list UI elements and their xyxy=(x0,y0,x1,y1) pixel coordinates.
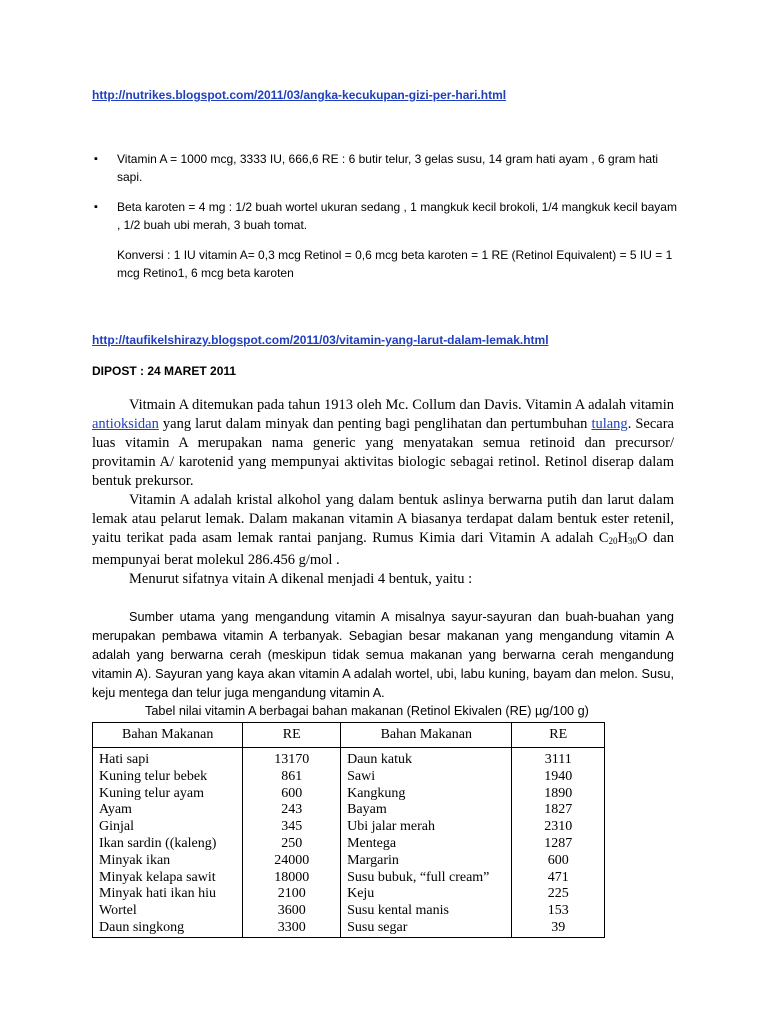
post-date: DIPOST : 24 MARET 2011 xyxy=(92,364,237,378)
cell-bahan: Kuning telur ayam xyxy=(93,786,243,803)
vitamin-a-table xyxy=(92,722,605,938)
bullet-item-beta-karoten xyxy=(92,198,682,234)
cell-bahan: Daun singkong xyxy=(93,920,243,937)
cell-bahan: Minyak kelapa sawit xyxy=(93,870,243,887)
table-row xyxy=(93,903,605,920)
table-row xyxy=(93,769,605,786)
cell-bahan: Susu segar xyxy=(341,920,512,937)
article-body xyxy=(92,396,674,589)
cell-re: 861 xyxy=(243,769,341,786)
cell-re: 225 xyxy=(512,886,605,903)
cell-re: 2100 xyxy=(243,886,341,903)
cell-bahan: Ikan sardin ((kaleng) xyxy=(93,836,243,853)
cell-bahan: Ginjal xyxy=(93,819,243,836)
cell-bahan: Susu bubuk, “full cream” xyxy=(341,870,512,887)
bullet-list xyxy=(92,150,682,282)
cell-re: 3300 xyxy=(243,920,341,937)
cell-re: 18000 xyxy=(243,870,341,887)
table-row xyxy=(93,920,605,937)
table-row xyxy=(93,870,605,887)
bullet-square-icon: ▪ xyxy=(94,153,98,165)
cell-re: 1940 xyxy=(512,769,605,786)
article-paragraph-1: Vitmain A ditemukan pada tahun 1913 oleh Mc. Collum dan Davis. Vitamin A adalah vitamin antioksidan yang larut dalam minyak dan penting bagi penglihatan dan pertumbuhan tulang. Secara luas vitamin A merupakan nama generic yang menyatakan semua retinoid dan precursor/ provitamin A/ karotenid yang mempunyai aktivitas biologic sebagai retinol. Retinol diserap dalam bentuk prekursor. xyxy=(92,397,674,489)
sumber-paragraph: Sumber utama yang mengandung vitamin A misalnya sayur-sayuran dan buah-buahan yang merupakan pembawa vitamin A terbanyak. Sebagian besar makanan yang mengandung vitamin A adalah yang berwarna cerah (meskipun tidak semua makanan yang berwarna cerah mengandung vitamin A). Sayuran yang kaya akan vitamin A adalah wortel, ubi, labu kuning, bayam dan melon. Susu, keju mentega dan telur juga mengandung vitamin A. xyxy=(92,610,674,700)
cell-re: 13170 xyxy=(243,748,341,769)
tulang-link[interactable]: tulang xyxy=(591,416,628,432)
cell-bahan: Minyak hati ikan hiu xyxy=(93,886,243,903)
article-paragraph-2: Vitamin A adalah kristal alkohol yang dalam bentuk aslinya berwarna putih dan larut dalam lemak atau pelarut lemak. Dalam makanan vitamin A biasanya terdapat dalam bentuk ester retenil, yaitu terikat pada asam lemak rantai panjang. Rumus Kimia dari Vitamin A adalah $C_{20}H_{30}O$ dan mempunyai berat molekul 286.456 g/mol . xyxy=(92,492,674,568)
table-caption: Tabel nilai vitamin A berbagai bahan makanan (Retinol Ekivalen (RE) µg/100 g) xyxy=(145,704,589,718)
table-row xyxy=(93,748,605,769)
cell-bahan: Keju xyxy=(341,886,512,903)
cell-bahan: Kangkung xyxy=(341,786,512,803)
cell-re: 243 xyxy=(243,802,341,819)
cell-bahan: Hati sapi xyxy=(93,748,243,769)
cell-re: 2310 xyxy=(512,819,605,836)
table-row xyxy=(93,853,605,870)
bullet-item-vitamin-a xyxy=(92,150,682,186)
bullet-text: Beta karoten = 4 mg : 1/2 buah wortel ukuran sedang , 1 mangkuk kecil brokoli, 1/4 mangkuk kecil bayam , 1/2 buah ubi merah, 3 buah tomat. xyxy=(117,200,677,232)
cell-re: 250 xyxy=(243,836,341,853)
cell-bahan: Ayam xyxy=(93,802,243,819)
header-bahan-makanan: Bahan Makanan xyxy=(341,723,512,748)
cell-bahan: Margarin xyxy=(341,853,512,870)
taufikelshirazy-link[interactable]: http://taufikelshirazy.blogspot.com/2011/03/vitamin-yang-larut-dalam-lemak.html xyxy=(92,333,549,347)
cell-bahan: Sawi xyxy=(341,769,512,786)
cell-re: 3600 xyxy=(243,903,341,920)
cell-re: 153 xyxy=(512,903,605,920)
cell-re: 471 xyxy=(512,870,605,887)
table-row xyxy=(93,836,605,853)
header-re: RE xyxy=(243,723,341,748)
cell-re: 600 xyxy=(512,853,605,870)
cell-re: 1827 xyxy=(512,802,605,819)
antioksidan-link[interactable]: antioksidan xyxy=(92,416,159,432)
cell-bahan: Susu kental manis xyxy=(341,903,512,920)
cell-re: 24000 xyxy=(243,853,341,870)
cell-re: 3111 xyxy=(512,748,605,769)
table-header-row xyxy=(93,723,605,748)
bullet-text: Vitamin A = 1000 mcg, 3333 IU, 666,6 RE : 6 butir telur, 3 gelas susu, 14 gram hati ayam , 6 gram hati sapi. xyxy=(117,152,659,184)
nutrikes-link[interactable]: http://nutrikes.blogspot.com/2011/03/angka-kecukupan-gizi-per-hari.html xyxy=(92,88,507,102)
cell-re: 39 xyxy=(512,920,605,937)
table-row xyxy=(93,802,605,819)
cell-bahan: Bayam xyxy=(341,802,512,819)
table-row xyxy=(93,886,605,903)
header-bahan-makanan: Bahan Makanan xyxy=(93,723,243,748)
cell-bahan: Wortel xyxy=(93,903,243,920)
cell-bahan: Ubi jalar merah xyxy=(341,819,512,836)
cell-re: 600 xyxy=(243,786,341,803)
cell-re: 1287 xyxy=(512,836,605,853)
konversi-text: Konversi : 1 IU vitamin A= 0,3 mcg Retinol = 0,6 mcg beta karoten = 1 RE (Retinol Equivalent) = 5 IU = 1 mcg Retino1, 6 mcg beta karoten xyxy=(117,248,673,280)
table-row xyxy=(93,819,605,836)
bullet-square-icon: ▪ xyxy=(94,201,98,213)
header-re: RE xyxy=(512,723,605,748)
cell-bahan: Daun katuk xyxy=(341,748,512,769)
article-paragraph-3: Menurut sifatnya vitain A dikenal menjadi 4 bentuk, yaitu : xyxy=(129,571,473,587)
cell-re: 345 xyxy=(243,819,341,836)
cell-bahan: Minyak ikan xyxy=(93,853,243,870)
table-row xyxy=(93,786,605,803)
cell-re: 1890 xyxy=(512,786,605,803)
cell-bahan: Mentega xyxy=(341,836,512,853)
cell-bahan: Kuning telur bebek xyxy=(93,769,243,786)
